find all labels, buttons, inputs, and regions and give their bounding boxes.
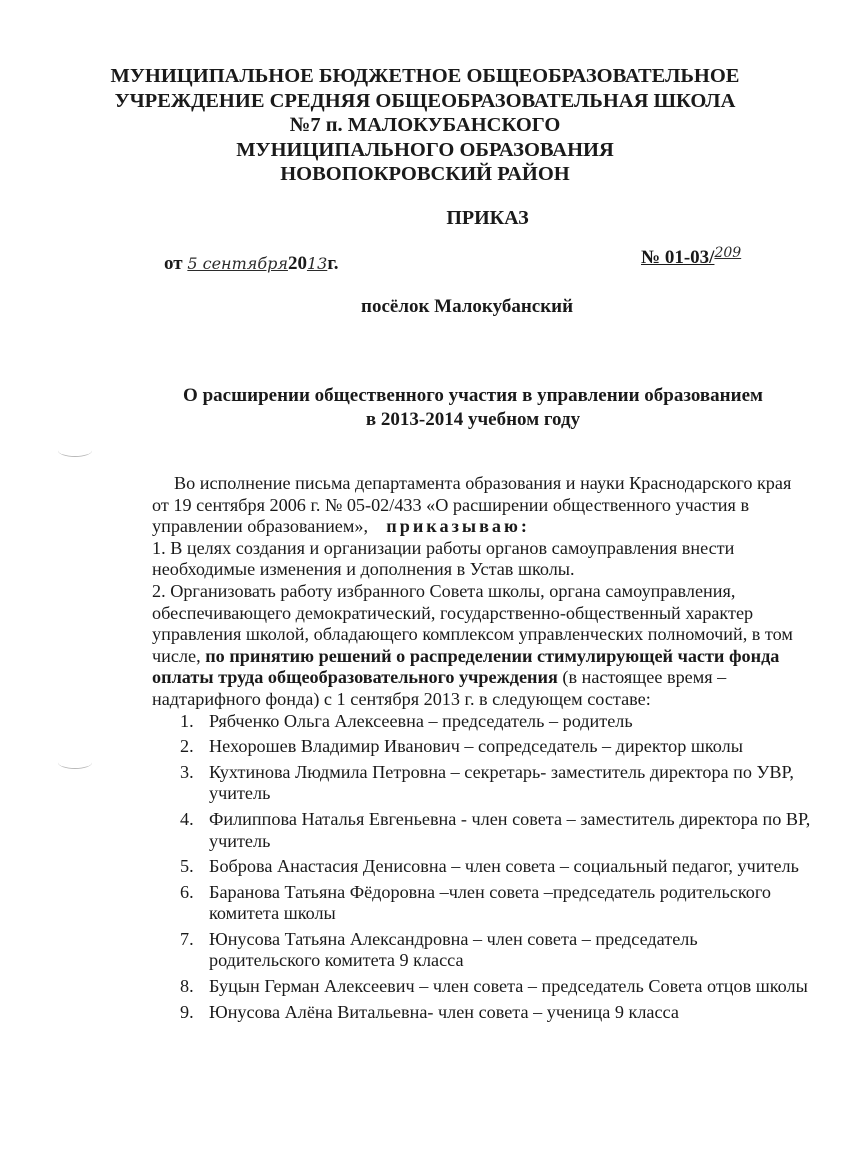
member-text: Буцын Герман Алексеевич – член совета – председатель Совета отцов школы	[209, 976, 808, 997]
list-item	[152, 1002, 812, 1024]
list-item	[152, 809, 812, 852]
item-number: 4.	[180, 808, 194, 829]
item-1: 1. В целях создания и организации работы органов самоуправления внести необходимые изменения и дополнения в Устав школы.	[152, 537, 735, 580]
item-number: 7.	[180, 928, 194, 949]
year-prefix: 20	[287, 253, 307, 274]
date-prefix: от	[164, 253, 183, 274]
subject-line: в 2013-2014 учебном году	[365, 409, 581, 430]
list-item	[152, 976, 812, 998]
header-line: МУНИЦИПАЛЬНОЕ БЮДЖЕТНОЕ ОБЩЕОБРАЗОВАТЕЛЬНОЕ	[110, 65, 740, 87]
punch-hole-mark	[58, 756, 92, 769]
member-text: Рябченко Ольга Алексеевна – председатель – родитель	[209, 710, 633, 731]
order-body	[152, 473, 812, 1027]
item-number: 1.	[180, 710, 194, 731]
header-line: УЧРЕЖДЕНИЕ СРЕДНЯЯ ОБЩЕОБРАЗОВАТЕЛЬНАЯ ШКОЛА	[114, 89, 736, 112]
item-number: 3.	[180, 761, 194, 782]
date-suffix: г.	[327, 253, 339, 274]
list-item	[152, 856, 812, 878]
member-text: Кухтинова Людмила Петровна – секретарь- заместитель директора по УВР, учитель	[209, 761, 794, 804]
member-text: Юнусова Татьяна Александровна – член совета – председатель родительского комитета 9 класса	[209, 928, 698, 971]
header-line: МУНИЦИПАЛЬНОГО ОБРАЗОВАНИЯ	[236, 138, 614, 161]
order-date	[164, 253, 339, 275]
item-number: 9.	[180, 1001, 194, 1022]
order-word: приказываю:	[386, 516, 530, 537]
member-text: Баранова Татьяна Фёдоровна –член совета –председатель родительского комитета школы	[209, 881, 771, 924]
member-text: Нехорошев Владимир Иванович – сопредседатель – директор школы	[209, 736, 743, 757]
list-item	[152, 929, 812, 972]
school-header	[0, 64, 850, 187]
item-number: 2.	[180, 736, 194, 757]
list-item	[152, 711, 812, 733]
place-name: посёлок Малокубанский	[361, 296, 574, 317]
list-item	[152, 882, 812, 925]
member-text: Филиппова Наталья Евгеньевна - член совета – заместитель директора по ВР, учитель	[209, 808, 811, 851]
order-subject	[0, 384, 850, 432]
subject-line: О расширении общественного участия в управлении образованием	[183, 385, 763, 406]
header-line: №7 п. МАЛОКУБАНСКОГО	[289, 114, 561, 136]
order-title: ПРИКАЗ	[446, 207, 529, 229]
council-members-list	[152, 711, 812, 1024]
list-item	[152, 762, 812, 805]
item-2-bold: по принятию решений о распределении стимулирующей части фонда оплаты труда общеобразовательного учреждения	[152, 645, 780, 688]
member-text: Боброва Анастасия Денисовна – член совета – социальный педагог, учитель	[209, 856, 799, 877]
order-number	[641, 245, 776, 269]
handwritten-year: 13	[306, 254, 328, 273]
header-line: НОВОПОКРОВСКИЙ РАЙОН	[280, 163, 570, 185]
member-text: Юнусова Алёна Витальевна- член совета – ученица 9 класса	[209, 1001, 679, 1022]
list-item	[152, 736, 812, 758]
handwritten-date: 5 сентября	[187, 254, 288, 273]
intro-text: Во исполнение письма департамента образования и науки Краснодарского края от 19 сентября 2006 г. № 05-02/433 «О расширении общественного участия в управлении образованием»,	[152, 473, 792, 537]
punch-hole-mark	[58, 444, 92, 457]
item-2-tail: (в настоящее время – надтарифного фонда) с 1 сентября 2013 г. в следующем составе:	[152, 667, 727, 709]
item-number: 8.	[180, 976, 194, 997]
handwritten-number: 209	[714, 245, 742, 261]
intro-paragraph	[152, 473, 812, 538]
item-number: 6.	[180, 881, 194, 902]
item-2-text: 2. Организовать работу избранного Совета школы, органа самоуправления, обеспечивающего демократический, государственно-общественный характер управления школой, обладающего комплексом управленческих полномочий, в том числе,	[152, 580, 793, 666]
item-2	[152, 581, 812, 711]
item-number: 5.	[180, 856, 194, 877]
number-label: № 01-03/	[641, 247, 715, 268]
